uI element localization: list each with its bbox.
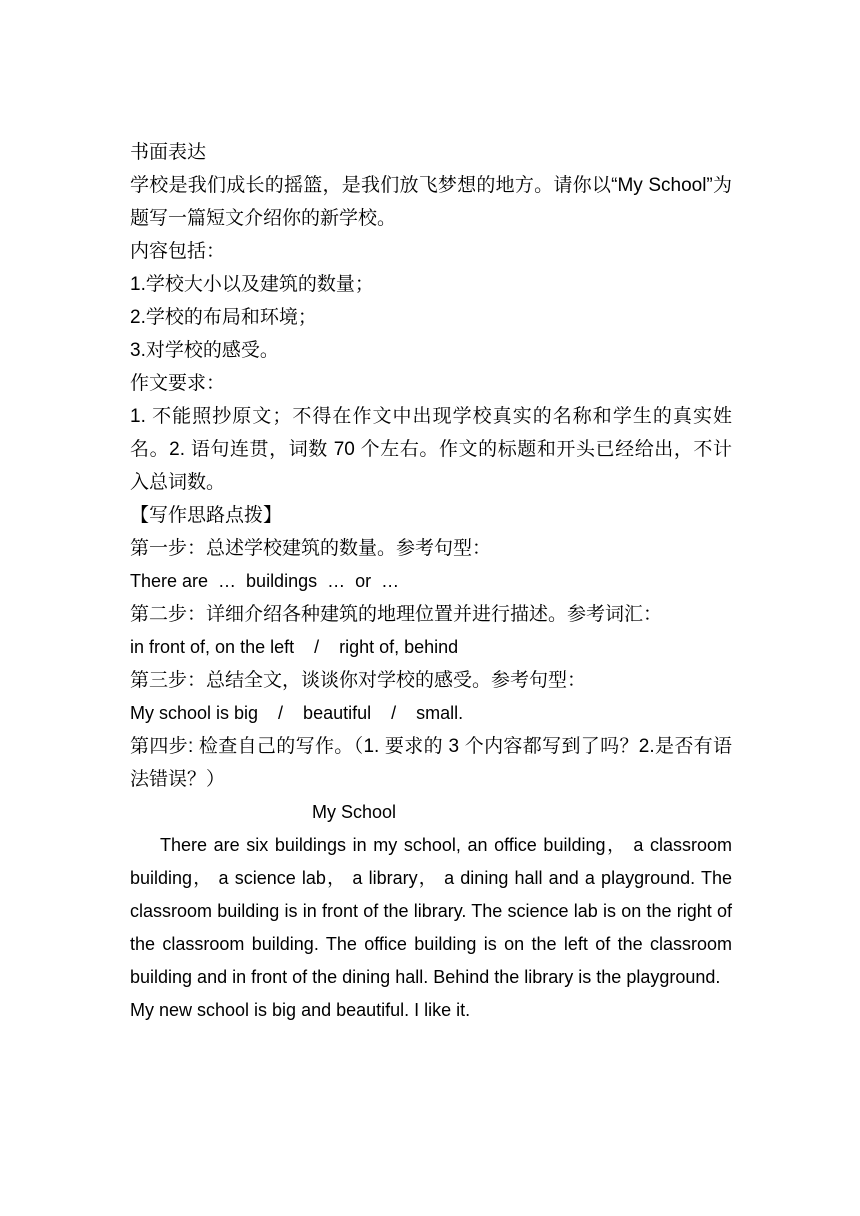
essay-closing: My new school is big and beautiful. I like it. [130,1000,471,1020]
step-3-hint: My school is big / beautiful / small. [130,703,464,723]
document-content [130,136,732,1027]
content-item: 3.对学校的感受。 [130,340,279,361]
step-2-text: 第二步：详细介绍各种建筑的地理位置并进行描述。参考词汇： [130,604,663,625]
step-1-hint: There are … buildings … or … [130,571,400,591]
tips-heading: 【写作思路点拨】 [130,505,283,526]
section-heading: 书面表达 [130,142,207,163]
essay-paragraph: There are six buildings in my school, an office building， a classroom building， a science lab， a library， a dining hall and a playground. The classroom building is in front of the library. The science lab is on the right of the classroom building. The office building is on the left of the classroom building and in front of the dining hall. Behind the library is the playground. [130,835,732,987]
content-label: 内容包括： [130,241,226,262]
requirements-text: 1. 不能照抄原文；不得在作文中出现学校真实的名称和学生的真实姓名。2. 语句连贯，词数 70 个左右。作文的标题和开头已经给出，不计入总词数。 [130,406,732,493]
step-1-text: 第一步：总述学校建筑的数量。参考句型： [130,538,492,559]
essay-title: My School [312,802,397,822]
step-3-text: 第三步：总结全文，谈谈你对学校的感受。参考句型： [130,670,587,691]
content-item: 1.学校大小以及建筑的数量； [130,274,374,295]
step-4-text: 第四步: 检查自己的写作。（1. 要求的 3 个内容都写到了吗？2.是否有语法错误？） [130,736,732,790]
content-item: 2.学校的布局和环境； [130,307,317,328]
step-2-hint: in front of, on the left / right of, behind [130,637,459,657]
requirements-label: 作文要求： [130,373,226,394]
writing-prompt: 学校是我们成长的摇篮，是我们放飞梦想的地方。请你以“My School”为题写一篇短文介绍你的新学校。 [130,175,732,229]
